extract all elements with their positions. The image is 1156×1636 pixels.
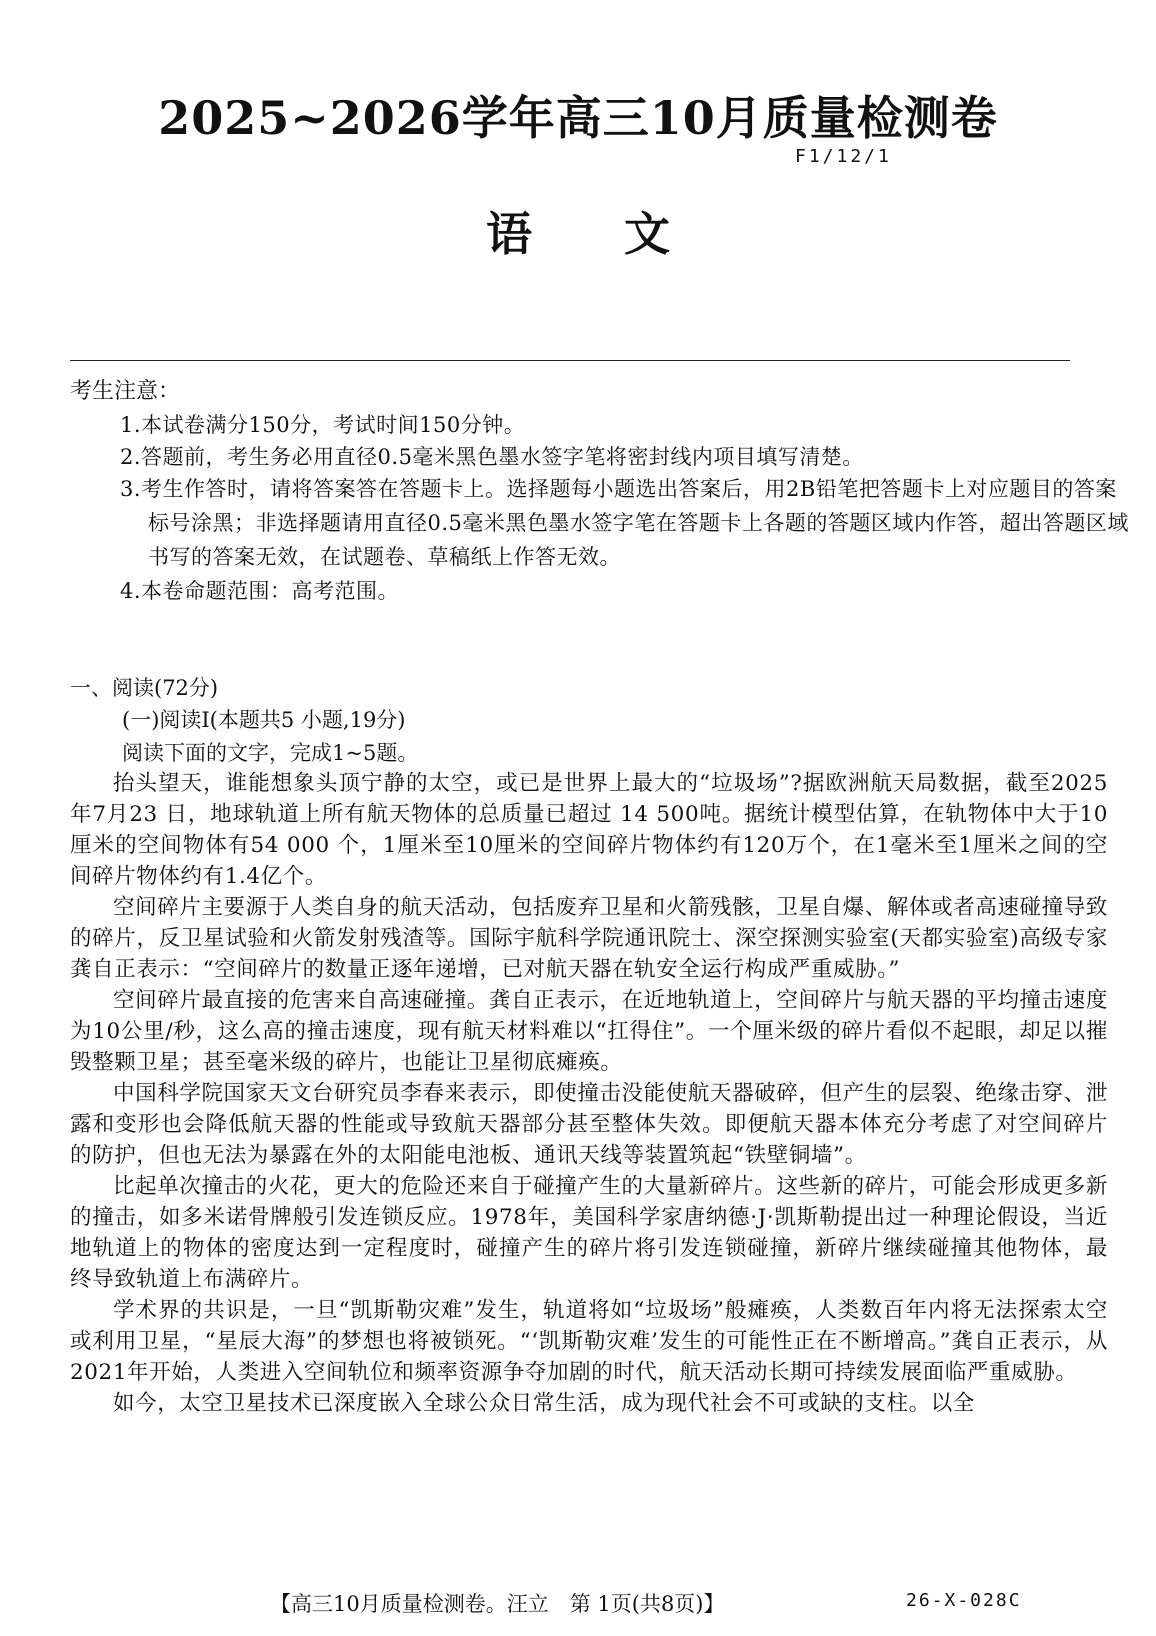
passage-paragraph: 学术界的共识是，一旦“凯斯勒灾难”发生，轨道将如“垃圾场”般瘫痪，人类数百年内将无法探索太空或利用卫星，“星辰大海”的梦想也将被锁死。“‘凯斯勒灾难’发生的可能性正在不断增高。”龚自正表示，从2021年开始，人类进入空间轨位和频率资源争夺加剧的时代，航天活动长期可持续发展面临严重威胁。 (70, 1298, 1108, 1385)
passage-paragraph: 中国科学院国家天文台研究员李春来表示，即使撞击没能使航天器破碎，但产生的层裂、绝缘击穿、泄露和变形也会降低航天器的性能或导致航天器部分甚至整体失效。即便航天器本体充分考虑了对空间碎片的防护，但也无法为暴露在外的太阳能电池板、通讯天线等装置筑起“铁壁铜墙”。 (70, 1081, 1108, 1168)
page-footer: 【高三10月质量检测卷。汪立 第 1页(共8页)】 (270, 1592, 725, 1616)
subject-title: 语文 (486, 207, 762, 261)
passage-paragraph: 比起单次撞击的火花，更大的危险还来自于碰撞产生的大量新碎片。这些新的碎片，可能会形成更多新的撞击，如多米诺骨牌般引发连锁反应。1978年，美国科学家唐纳德·J·凯斯勒提出过一种理论假设，当近地轨道上的物体的密度达到一定程度时，碰撞产生的碎片将引发连锁碰撞，新碎片继续碰撞其他物体，最终导致轨道上布满碎片。 (70, 1174, 1108, 1292)
section-heading: 一、阅读(72分) (70, 676, 219, 700)
reading-passage (70, 768, 1108, 1419)
passage-paragraph: 如今，太空卫星技术已深度嵌入全球公众日常生活，成为现代社会不可或缺的支柱。以全 (113, 1391, 975, 1416)
exam-title: 2025~2026学年高三10月质量检测卷 (158, 91, 998, 145)
passage-paragraph: 空间碎片主要源于人类自身的航天活动，包括废弃卫星和火箭残骸，卫星自爆、解体或者高速碰撞导致的碎片，反卫星试验和火箭发射残渣等。国际宇航科学院通讯院士、深空探测实验室(天都实验室)高级专家龚自正表示：“空间碎片的数量正逐年递增，已对航天器在轨安全运行构成严重威胁。” (70, 895, 1108, 982)
section-instruction: 阅读下面的文字，完成1~5题。 (122, 741, 419, 765)
notice-item: 3.考生作答时，请将答案答在答题卡上。选择题每小题选出答案后，用2B铅笔把答题卡上对应题目的答案标号涂黑；非选择题请用直径0.5毫米黑色墨水签字笔在答题卡上各题的答题区域内作答，超出答题区域书写的答案无效，在试题卷、草稿纸上作答无效。 (120, 477, 1129, 569)
notice-item: 2.答题前，考生务必用直径0.5毫米黑色墨水签字笔将密封线内项目填写清楚。 (120, 445, 864, 469)
passage-paragraph: 抬头望天，谁能想象头顶宁静的太空，或已是世界上最大的“垃圾场”?据欧洲航天局数据，截至2025年7月23 日，地球轨道上所有航天物体的总质量已超过 14 500吨。据统计模型估算，在轨物体中大于10厘米的空间物体有54 000 个，1厘米至10厘米的空间碎片物体约有120万个，在1毫米至1厘米之间的空间碎片物体约有1.4亿个。 (70, 771, 1108, 889)
notice-item: 4.本卷命题范围：高考范围。 (120, 579, 400, 603)
footer-code: 26-X-028C (906, 1590, 1022, 1611)
paper-code: F1/12/1 (795, 146, 892, 167)
passage-paragraph: 空间碎片最直接的危害来自高速碰撞。龚自正表示，在近地轨道上，空间碎片与航天器的平均撞击速度为10公里/秒，这么高的撞击速度，现有航天材料难以“扛得住”。一个厘米级的碎片看似不起眼，却足以摧毁整颗卫星；甚至毫米级的碎片，也能让卫星彻底瘫痪。 (70, 988, 1108, 1075)
header-divider (70, 360, 1070, 361)
notice-heading: 考生注意： (70, 379, 181, 404)
section-subheading: (一)阅读Ⅰ(本题共5 小题,19分) (122, 708, 406, 732)
notice-item: 1.本试卷满分150分，考试时间150分钟。 (120, 413, 526, 437)
